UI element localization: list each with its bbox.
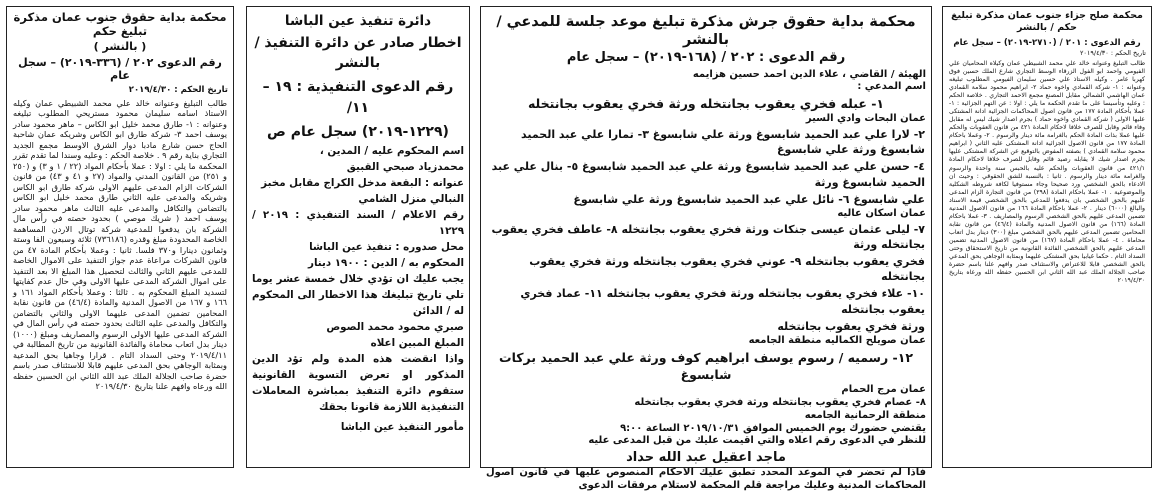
notice-title: دائرة تنفيذ عين الباشا <box>284 13 432 29</box>
amount: المحكوم به / الدين : ١٩٠٠ دينار <box>308 257 464 270</box>
notice-footer: فاذا لم تحضر في الموعد المحدد تطبق عليك الاحكام المنصوص عليها في قانون اصول المحاكمات المدنية وعليك مراجعة قلم المحكمة لاستلام مرفقات الدعوى <box>486 467 926 492</box>
party-line: ٨- عصام فخري يعقوب بجانتخله ورثة فخري يعقوب بجانتخله <box>634 397 926 409</box>
party-address: عمان مرج الحمام <box>841 384 926 396</box>
case-number: رقم الدعوى : ٢٠١ / (٢٧١٠-٢٠١٩) – سجل عام <box>953 37 1141 48</box>
party-line: ٧- ليلى عثمان عيسى جنكات ورثة فخري يعقوب بجانتخله ٨- عاطف فخري يعقوب بجانتخله ورثة <box>491 222 925 251</box>
notice-court-session-jerash <box>480 6 932 492</box>
party-line: ورثة فخري يعقوب بجانتخله <box>777 319 925 333</box>
party-line: ٢- لارا علي عبد الحميد شابسوغ ورثة علي شابسوغ ٣- تمارا علي عبد الحميد شابسوغ ورثة علي شابسوغ <box>521 128 925 157</box>
notice-heading: اخطار صادر عن دائرة التنفيذ / بالنشر <box>254 34 462 72</box>
party-line: ١٠- علاء فخري يعقوب بجانتخله ورثة فخري يعقوب بجانتخله ١١- عماد فخري يعقوب بجانتخله <box>520 287 925 316</box>
creditor-name: صبري محمود محمد الصوص <box>326 320 464 333</box>
party-line: فخري يعقوب بجانتخله ٩- عوني فخري يعقوب بجانتخله ورثة فخري يعقوب بجانتخله <box>529 255 925 284</box>
signature: مأمور التنفيذ عين الباشا <box>340 420 464 433</box>
notice-title: محكمة صلح جزاء جنوب عمان مذكرة تبليغ حكم / بالنشر <box>951 10 1143 33</box>
session-details: للنظر في الدعوى رقم اعلاه والتي اقيمت عليك من قبل المدعى عليه <box>588 435 926 447</box>
notice-title: محكمة بداية حقوق جنوب عمان مذكرة تبليغ حكم <box>13 10 227 39</box>
case-number: رقم الدعوى : ٢٠٢ / (١٦٨-٢٠١٩) – سجل عام <box>566 50 846 66</box>
judgment-date: تاريخ الحكم : ٢٠١٩/٤/٣٠ <box>1079 49 1146 58</box>
notice-magistrate-judgment-south-amman <box>942 6 1152 468</box>
warning: يجب عليك ان تؤدي خلال خمسة عشر يوما تلي تاريخ تبليغك هذا الاخطار الى المحكوم له / الدائن <box>252 272 464 317</box>
party-line: ١٢- رسميه / رسوم يوسف ابراهيم كوف ورثة علي عبد الحميد بركات شابسوغ <box>499 349 913 383</box>
notice-title: محكمة بداية حقوق جرش مذكرة تبليغ موعد جلسة للمدعي / بالنشر <box>496 14 916 49</box>
case-number: رقم الدعوى ٢٠٢ / (٣٣٦-٢٠١٩) – سجل عام <box>18 55 222 83</box>
judge: الهيئة / القاضي ، علاء الدين احمد حسين هزايمه <box>692 68 926 80</box>
case-number-continued: (١٢٢٩-٢٠١٩) سجل عام ص <box>267 124 449 141</box>
defendant-name: ماجد اعقيل عبد الله حداد <box>626 450 786 466</box>
judgment-date: تاريخ الحكم : ٢٠١٩/٤/٣٠ <box>128 85 228 95</box>
issuer: محل صدوره : تنفيذ عين الباشا <box>309 241 464 254</box>
party-line: ٤- حسن علي عبد الحميد شابسوغ ورثة علي عبد الحميد شابسوغ ٥- بنال علي عبد الحميد شابسوغ ورثة <box>491 160 925 189</box>
plaintiff-label: اسم المدعي : <box>857 81 926 93</box>
notice-body: طالب التبليغ وعنوانه خالد علي محمد الشبيطي عمان وكيله الاستاذ اسامه سليمان محمود مستريحي المطلوب تبليغه وعنوانه : ١- طارق محمد خليل ابو الكاس – ماهر محمود سادر يوسف احمد ٣- شركة طارق ابو الكاس وشريكه عمان شاحبة الحاج حسن شارع مادبا دوار الشرق الاوسط مجمع الجديد التجاري بناية رقم ٩ . خلاصة الحكم : وعليه وسندا لما تقدم تقرر المحكمة ما يلي : اولا : عملا بأحكام المواد (٢٢ / ١ و ٣) و (٢٥٠ و ٢٥١) من القانون المدني والمواد (٢٧ و ٤١ و ٤٣) من قانون الشركات الزام المدعى عليهم الاولى شركة طارق ابو الكاس وشريكه والمدعى عليه الثاني طارق محمد خليل ابو الكاس بالتضامن والتكافل والمدعى عليه الثالث ماهر محمود سادر يوسف احمد ( شريك موصي ) بحدود حصته في رأس مال الشركة بان يدفعوا للمدعية شركة توتال الاردن المساهمة الخاصة المحدودة مبلغ وقدره (٧٣٦١٨٦) ثلاثة وسبعون الفا وستة وثمانون دينارا و٣٧٠ فلسا. ثانيا : وعملا بأحكام المادة ٤٧ من قانون الشركات مراعاة عدم جواز التنفيذ على الاموال الخاصة للمدعى عليهم الثاني والثالث لتحصيل هذا المبلغ الا بعد التنفيذ على اموال الشركة المدعى عليها الاولى وفي حال عدم كفايتها لتسديد المبلغ المحكوم به . ثالثا : وعملا بأحكام المواد ١٦١ و ١٦٦ و ١٦٧ من الاصول المدنية والمادة (٤٦/٤) من قانون نقابة المحامين تضمين المدعى عليهما الاولى والثاني بالتضامن والتكافل والمدعى عليه الثالث بحدود حصته في رأس المال في الشركة المدعى عليها الاولى الرسوم والمصاريف ومبلغ (١٠٠٠) دينار بدل اتعاب محاماة والفائدة القانونية من تاريخ المطالبة في ٢٠١٩/٤/١١ وحتى السداد التام . قرارا وجاهيا بحق المدعية وبمثابة الوجاهي بحق المدعى عليهم قابلا للاستئناف صدر باسم حضرة صاحب الجلالة الملك عبد الله الثاني ابن الحسين حفظه الله ورعاه وافهم علنا بتاريخ ٢٠١٩/٤/٣٠ <box>13 97 227 392</box>
debtor-label: اسم المحكوم عليه / المدين ، <box>319 145 464 158</box>
notice-execution-ain-albasha <box>246 6 470 468</box>
debtor-name: محمدزياد صبحي القبيق <box>346 161 464 174</box>
party-address: عمان البحات وادي السير <box>805 113 926 125</box>
session-date: يقتضي حضورك يوم الخميس الموافق ٢٠١٩/١٠/٣١ الساعة ٩:٠٠ <box>620 422 926 434</box>
notice-court-judgment-south-amman <box>6 6 234 468</box>
notice-body: طالب التبليغ وعنوانه خالد علي محمد الشبيطي عمان وكيلاه المحاميان علي الفيومي واحمد ابو الفول الزرقاء الوسط التجاري شارع الملك حسين فوق كهربا عامر . وكيله الاستاذ علي حسين سليمان الفيومي المطلوب تبليغه وعنوانه : ١- شركة القمادي واخوه حماد ٢- ابراهيم محمود سلامة القمادي عمان الهاشمي الشمالي مقابل المصنع مجمع الاحمد التجاري . خلاصة الحكم : وعليه وتأسيسا على ما تقدم الحكمة ما يلي : اولا : عن التهم الجزائية : ١- عملا بأحكام المادة ١٧٧ من قانون اصول المحاكمات الجزائية ادانة المشتكى عليها الاولى ( شركة القمادي واخوه حماد ) بجرم اصدار شيك ليس له مقابل وفاء قائم وقابل للصرف خلافا لاحكام المادة ٤٢١ من قانون العقوبات والحكم عليها عملا بذات المادة الحكم بالغرامة مائة دينار والرسوم . ٢- وعملا باحكام المادة ١٧٧ من قانون الاصول الجزائية ادانة المشتكى عليه الثاني ( ابراهيم محمود سلامة القمادي ) بصفته المفوض بالتوقيع عن الشركة المشتكى عليها بجرم اصدار شيك لا يقابله رصيد قائم وقابل للصرف خلافا لاحكام المادة ٤٢١/١ من قانون العقوبات والحكم عليه بالحبس سنة واحدة والرسوم والغرامة مائة دينار والرسوم . ثانيا : بالنسبة للشق الحقوقي : وحيث ان الادعاء بالحق الشخصي ورد صحيحا وجاء مستوفيا لكافة شروطه الشكلية والموضوعية . ١- عملا باحكام المادة (٢٩٨) من قانون التجارة الزام المدعى عليهم بالحق الشخصي بان يدفعوا للمدعي بالحق الشخصي قيمة الاسناد والبالغ (٦٠٠٠) دينار . ٢- عملا باحكام المادة ١٦٦ من قانون الاصول المدنية تضمين المدعى عليهم بالحق الشخصي الرسوم والمصاريف . ٣- عملا باحكام المادة (١٦٦) من قانون الاصول المدنية والمادة (٤٦/٤) من قانون نقابة المحامين تضمين المدعى عليهم بالحق الشخصي مبلغ (٣٠٠) دينار بدل اتعاب محاماة . ٤- عملا باحكام المادة (١٦٧) من قانون الاصول المدنية تضمين المدعى عليهم بالحق الشخصي الفائدة القانونية من تاريخ الاستحقاق وحتى السداد التام . حكما غيابيا بحق المشتكى عليهما وبمثابة الوجاهي بحق المدعي بالحق الشخصي قابلا للاعتراض والاستئناف صدر وافهم علنا باسم حضرة صاحب الجلالة الملك عبد الله الثاني ابن الحسين حفظه الله ورعاه بتاريخ ٢٠١٩/٤/٣٠ <box>949 59 1146 285</box>
warning-continued: واذا انقضت هذه المدة ولم تؤد الدين المذكور او تعرض التسوية القانونية ستقوم دائرة التنفيذ بمباشرة المعاملات التنفيذية اللازمة قانونا بحقك <box>252 352 464 413</box>
debtor-address: عنوانه : البقعة مدخل الكراج مقابل مخبز <box>261 177 464 190</box>
case-number: رقم الدعوى التنفيذية : ١٩ – ١١/ <box>262 79 454 116</box>
party-address: عمان اسكان عاليه <box>837 208 926 219</box>
execution-reference: رقم الاعلام / السند التنفيذي : ٢٠١٩ / ١٢٢٩ <box>252 209 464 238</box>
party-address: عمان صويلح الكماليه منطقة الجامعه <box>748 335 926 346</box>
amount-label: المبلغ المبين اعلاه <box>370 336 464 349</box>
party-line: علي شابسوغ ٦- نائل علي عبد الحميد شابسوغ ورثة علي شابسوغ <box>573 192 925 206</box>
notice-subtitle: ( بالنشر ) <box>93 39 147 53</box>
debtor-address-continued: النبالي منزل الشامي <box>358 193 464 206</box>
party-line: ١- عبله فخري يعقوب بجانتخله ورثة فخري يعقوب بجانتخله <box>527 96 885 112</box>
party-address: منطقة الرحمانية الجامعه <box>804 409 926 421</box>
